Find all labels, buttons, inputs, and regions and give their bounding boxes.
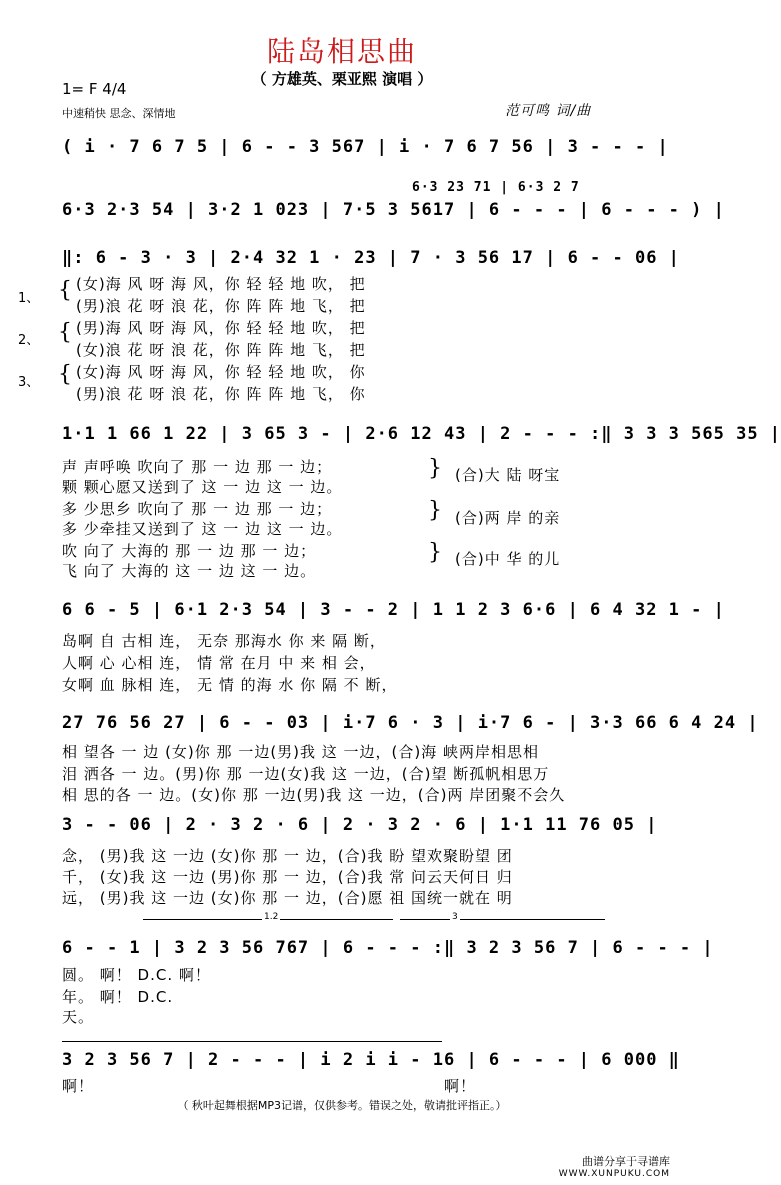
notation-line-1: ( i · 7 6 7 5 | 6 - - 3 567 | i · 7 6 7 56 | 3 - - - | (62, 137, 669, 157)
lyric-line: 飞 向了 大海的 这 一 边 这 一 边。 (62, 562, 317, 580)
volta-label: 3 (452, 912, 458, 922)
notation-line-5: 6 6 - 5 | 6·1 2·3 54 | 3 - - 2 | 1 1 2 3 6·6 | 6 4 32 1 - | (62, 600, 725, 620)
lyric-line: 千， (女)我 这 一边 (男)你 那 一 边，(合)我 常 问云天何日 归 (62, 868, 513, 886)
slur-line (62, 1041, 442, 1042)
lyric-line: (女)海 风 呀 海 风，你 轻 轻 地 吹， 把 (76, 275, 366, 293)
lyric-line: 声 声呼唤 吹向了 那 一 边 那 一 边； (62, 458, 333, 476)
lyric-line: 女啊 血 脉相 连， 无 情 的海 水 你 隔 不 断， (62, 676, 398, 694)
notation-line-6: 27 76 56 27 | 6 - - 03 | i·7 6 · 3 | i·7 6 - | 3·3 66 6 4 24 | (62, 713, 759, 733)
key-signature: 1= F 4/4 (62, 80, 127, 98)
watermark-text: 曲谱分享于寻谱库 (582, 1155, 670, 1168)
chorus-brace: } (428, 540, 442, 565)
lyric-line: 泪 洒各 一 边。(男)你 那 一边(女)我 这 一边，(合)望 断孤帆相思万 (62, 765, 550, 783)
lyric-line: 圆。 啊！ D.C. 啊！ (62, 966, 211, 984)
credit: 范可鸣 词/曲 (505, 103, 592, 119)
lyric-line: (男)浪 花 呀 浪 花，你 阵 阵 地 飞， 把 (76, 297, 366, 315)
chorus-lyric: (合)两 岸 的亲 (455, 509, 561, 527)
notation-line-9: 3 2 3 56 7 | 2 - - - | i 2 i i - 16 | 6 - - - | 6 000 ‖ (62, 1050, 680, 1070)
lyric-line: 人啊 心 心相 连， 情 常 在月 中 来 相 会， (62, 654, 376, 672)
chorus-lyric: (合)大 陆 呀宝 (455, 466, 561, 484)
verse-brace: { (58, 362, 72, 387)
lyric-line: (男)浪 花 呀 浪 花，你 阵 阵 地 飞， 你 (76, 385, 366, 403)
notation-line-2-upper: 6·3 23 71 | 6·3 2 7 (412, 180, 580, 195)
lyric-line: 多 少牵挂又送到了 这 一 边 这 一 边。 (62, 520, 343, 538)
lyric-line: 年。 啊！ D.C. (62, 988, 174, 1006)
verse-brace: { (58, 320, 72, 345)
notation-line-4: 1·1 1 66 1 22 | 3 65 3 - | 2·6 12 43 | 2 - - - :‖ 3 3 3 565 35 | (62, 424, 781, 444)
chorus-brace: } (428, 456, 442, 481)
lyric-line: 相 思的各 一 边。(女)你 那 一边(男)我 这 一边，(合)两 岸团聚不会久 (62, 786, 566, 804)
verse-label-3: 3、 (18, 375, 40, 390)
lyric-line: 颗 颗心愿又送到了 这 一 边 这 一 边。 (62, 478, 343, 496)
verse-label-2: 2、 (18, 333, 40, 348)
song-title: 陆岛相思曲 (266, 35, 417, 68)
volta-label: 1.2 (264, 912, 279, 922)
notation-line-2: 6·3 2·3 54 | 3·2 1 023 | 7·5 3 5617 | 6 - - - | 6 - - - ) | (62, 200, 725, 220)
chorus-brace: } (428, 498, 442, 523)
lyric-line: (女)浪 花 呀 浪 花，你 阵 阵 地 飞， 把 (76, 341, 366, 359)
lyric-line: 啊！ (444, 1077, 477, 1095)
watermark (559, 1153, 670, 1179)
notation-line-8: 6 - - 1 | 3 2 3 56 767 | 6 - - - :‖ 3 2 3 56 7 | 6 - - - | (62, 938, 714, 958)
lyric-line: 岛啊 自 古相 连， 无奈 那海水 你 来 隔 断， (62, 632, 386, 650)
chorus-lyric: (合)中 华 的儿 (455, 550, 561, 568)
lyric-line: 相 望各 一 边 (女)你 那 一边(男)我 这 一边，(合)海 峡两岸相思相 (62, 743, 540, 761)
lyric-line: (女)海 风 呀 海 风，你 轻 轻 地 吹， 你 (76, 363, 366, 381)
singers: （ 方雄英、栗亚熙 演唱 ） (251, 70, 433, 88)
tempo-marking: 中速稍快 思念、深情地 (62, 107, 176, 120)
notation-line-7: 3 - - 06 | 2 · 3 2 · 6 | 2 · 3 2 · 6 | 1·1 11 76 05 | (62, 815, 658, 835)
transcription-note: （ 秋叶起舞根据MP3记谱，仅供参考。错误之处，敬请批评指正。） (177, 1099, 507, 1112)
lyric-line: 多 少思乡 吹向了 那 一 边 那 一 边； (62, 500, 333, 518)
volta-bracket (400, 919, 605, 920)
lyric-line: 念， (男)我 这 一边 (女)你 那 一 边，(合)我 盼 望欢聚盼望 团 (62, 847, 513, 865)
lyric-line: 吹 向了 大海的 那 一 边 那 一 边； (62, 542, 317, 560)
lyric-line: 远， (男)我 这 一边 (女)你 那 一 边，(合)愿 祖 国统一就在 明 (62, 889, 513, 907)
watermark-url: WWW.XUNPUKU.COM (558, 1169, 670, 1179)
verse-brace: { (58, 278, 72, 303)
notation-line-3: ‖: 6 - 3 · 3 | 2·4 32 1 · 23 | 7 · 3 56 17 | 6 - - 06 | (62, 248, 680, 268)
lyric-line: (男)海 风 呀 海 风，你 轻 轻 地 吹， 把 (76, 319, 366, 337)
lyric-line: 天。 (62, 1008, 95, 1026)
verse-label-1: 1、 (18, 291, 40, 306)
lyric-line: 啊！ (62, 1077, 95, 1095)
